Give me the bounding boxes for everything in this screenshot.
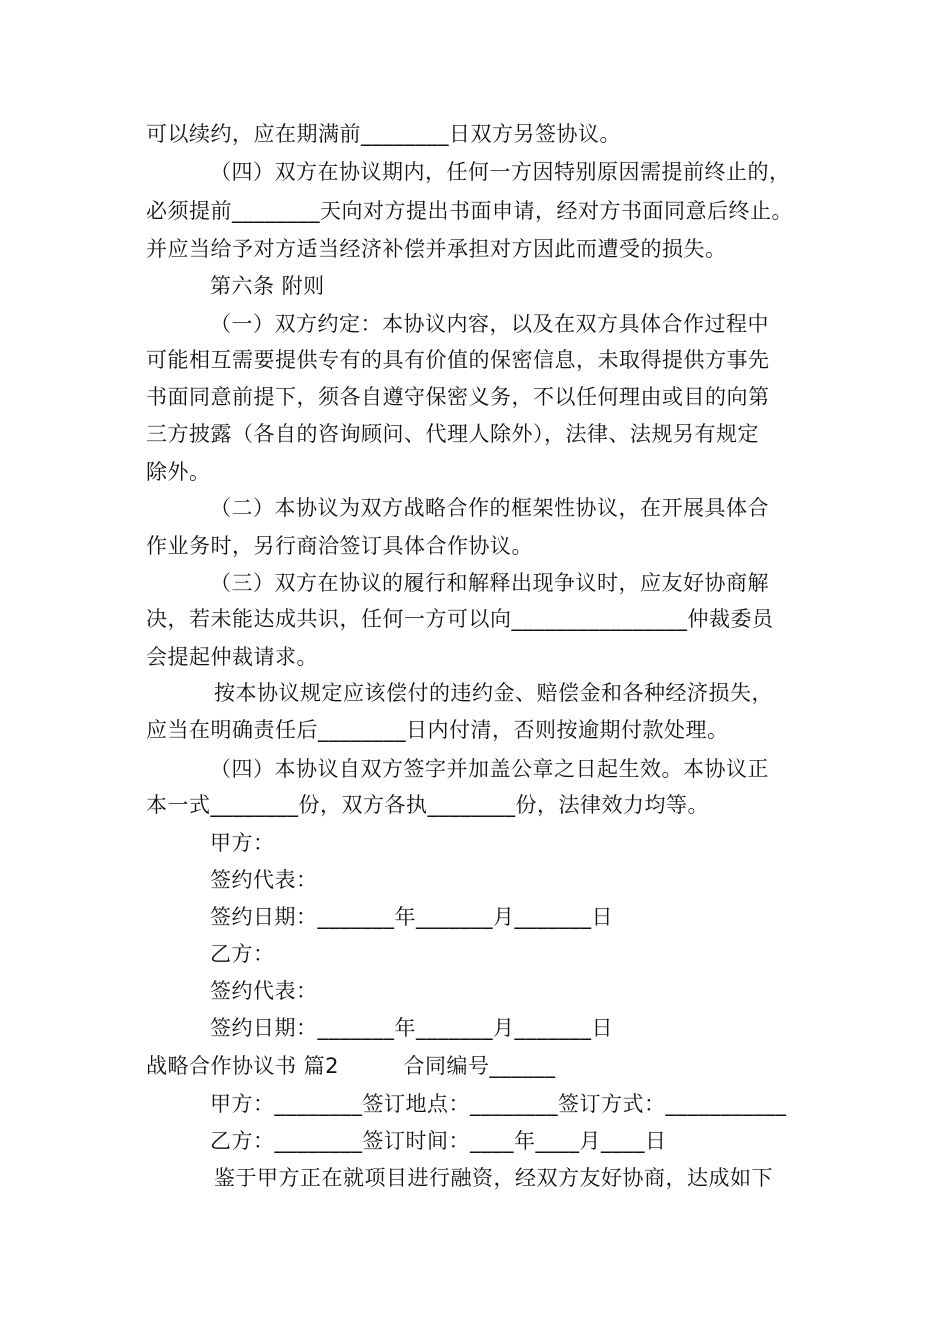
paragraph-line: （一）双方约定：本协议内容，以及在双方具体合作过程中 [210, 312, 769, 336]
document-subtitle: 战略合作协议书 篇2 合同编号______ [146, 1054, 556, 1078]
contract-party-a-line: 甲方：________签订地点：________签订方式：___________ [210, 1092, 787, 1116]
paragraph-line: 可能相互需要提供专有的具有价值的保密信息，未取得提供方事先 [146, 348, 770, 372]
signature-party-b: 乙方： [210, 942, 275, 966]
signature-date: 签约日期：_______年_______月_______日 [210, 1016, 613, 1040]
paragraph-line: 本一式________份，双方各执________份，法律效力均等。 [146, 793, 709, 817]
paragraph-line: 作业务时，另行商洽签订具体合作协议。 [146, 534, 533, 558]
signature-party-a: 甲方： [210, 831, 275, 855]
paragraph-line: （四）双方在协议期内，任何一方因特别原因需提前终止的， [210, 160, 791, 184]
paragraph-line: 决，若未能达成共识，任何一方可以向________________仲裁委员 [146, 607, 774, 631]
paragraph-line: 必须提前________天向对方提出书面申请，经对方书面同意后终止。 [146, 199, 793, 223]
paragraph-line: 会提起仲裁请求。 [146, 645, 318, 669]
paragraph-line: 并应当给予对方适当经济补偿并承担对方因此而遭受的损失。 [146, 237, 727, 261]
section-heading: 第六条 附则 [210, 274, 325, 298]
paragraph-line: 可以续约，应在期满前________日双方另签协议。 [146, 122, 621, 146]
paragraph-line: （四）本协议自双方签字并加盖公章之日起生效。本协议正 [210, 757, 769, 781]
paragraph-line: 三方披露（各自的咨询顾问、代理人除外），法律、法规另有规定 [146, 422, 759, 446]
contract-party-b-line: 乙方：________签订时间：____年____月____日 [210, 1129, 667, 1153]
paragraph-line: 鉴于甲方正在就项目进行融资，经双方友好协商，达成如下 [214, 1166, 773, 1190]
signature-representative: 签约代表： [210, 868, 318, 892]
signature-representative: 签约代表： [210, 979, 318, 1003]
paragraph-line: （三）双方在协议的履行和解释出现争议时，应友好协商解 [210, 571, 769, 595]
paragraph-line: 书面同意前提下，须各自遵守保密义务，不以任何理由或目的向第 [146, 385, 770, 409]
signature-date: 签约日期：_______年_______月_______日 [210, 905, 613, 929]
paragraph-line: 应当在明确责任后________日内付清，否则按逾期付款处理。 [146, 718, 729, 742]
paragraph-line: 按本协议规定应该偿付的违约金、赔偿金和各种经济损失， [214, 681, 773, 705]
paragraph-line: 除外。 [146, 460, 211, 484]
paragraph-line: （二）本协议为双方战略合作的框架性协议，在开展具体合 [210, 496, 769, 520]
